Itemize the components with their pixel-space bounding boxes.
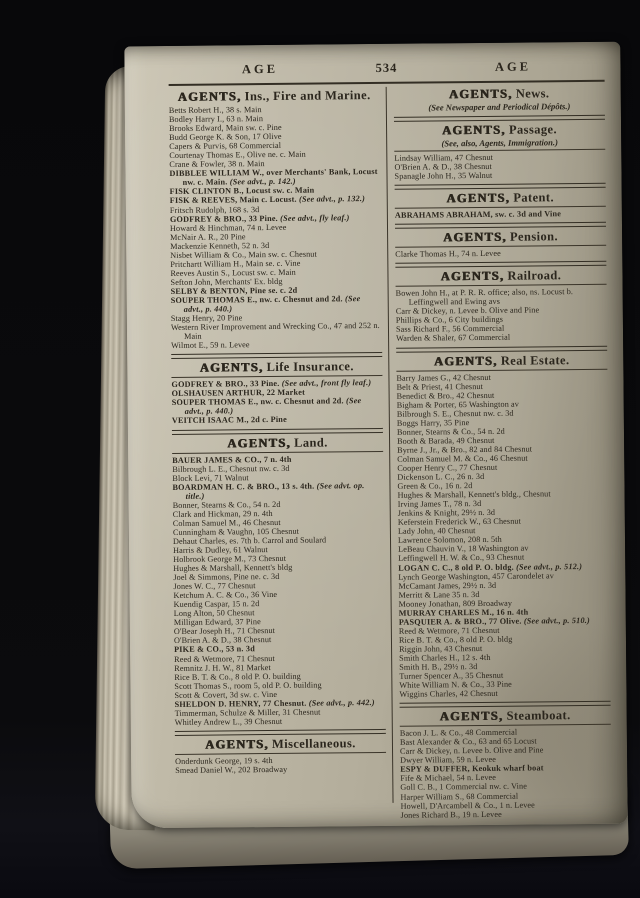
directory-entry: Whitley Andrew L., 39 Chesnut [174, 716, 283, 727]
directory-section [395, 222, 606, 259]
directory-entry: Bonner, Stearns & Co., 54 n. 2d [396, 426, 505, 437]
right-column [386, 85, 612, 820]
section-title-subject: Land. [294, 434, 328, 450]
section-title-agents: AGENTS, [433, 353, 498, 368]
directory-entry: Bilbrough S. E., Chesnut nw. c. 3d [396, 408, 514, 419]
left-column [169, 87, 393, 805]
section-title [394, 86, 605, 102]
directory-entry: Stagg Henry, 20 Pine [170, 313, 243, 324]
directory-entry: Green & Co., 16 n. 2d [397, 481, 473, 491]
directory-entry: Dwyer William, 59 n. Levee [400, 755, 496, 766]
directory-entry: Harris & Dudley, 61 Walnut [173, 545, 268, 555]
directory-entry: SHELDON D. HENRY, 77 Chesnut. (See advt., p. 442.) [174, 697, 375, 709]
section-title-subject: News. [515, 86, 550, 101]
entry-list [395, 209, 606, 220]
directory-entry: LOGAN C. C., 8 old P. O. bldg. (See advt., p. 512.) [398, 561, 583, 573]
entry-list [171, 378, 382, 425]
directory-entry: FISK CLINTON B., Locust sw. c. Main [169, 186, 315, 197]
directory-entry: Goll C. B., 1 Commercial nw. c. Vine [400, 782, 528, 793]
directory-entry: FISK & REEVES, Main c. Locust. (See advt., p. 132.) [169, 194, 366, 206]
directory-entry: Smith Charles H., 12 s. 4th [399, 652, 491, 663]
printed-area [168, 54, 611, 820]
directory-entry: Bacon J. L. & Co., 48 Commercial [399, 727, 518, 738]
directory-entry: Leffingwell H. W. & Co., 93 Chesnut [398, 553, 525, 564]
directory-entry: Carr & Dickey, n. Levee b. Olive and Pine [395, 305, 540, 317]
section-title-agents: AGENTS, [205, 736, 269, 752]
column-container [168, 85, 612, 820]
section-title-agents: AGENTS, [440, 268, 505, 284]
directory-entry: BAUER JAMES & CO., 7 n. 4th [172, 454, 292, 465]
directory-entry: Byrne J., Jr., & Bro., 82 and 84 Chesnut [397, 444, 533, 455]
advert-note: (See advt., p. 510.) [523, 615, 590, 626]
directory-entry: PIKE & CO., 53 n. 3d [174, 644, 255, 655]
directory-entry: Western River Improvement and Wrecking Co., 47 and 252 n. Main [170, 321, 380, 342]
section-title-subject: Ins., Fire and Marine. [244, 88, 371, 104]
directory-entry: Bodley Harry I., 63 n. Main [168, 114, 264, 125]
directory-entry: Timmerman, Schulze & Miller, 31 Chesnut [174, 707, 321, 718]
directory-entry: McCamant James, 29½ n. 3d [398, 580, 497, 591]
directory-entry: OLSHAUSEN ARTHUR, 22 Market [171, 387, 306, 399]
directory-entry: Wiggins Charles, 42 Chesnut [399, 688, 498, 699]
directory-entry: White William N. & Co., 33 Pine [399, 679, 512, 690]
directory-entry: Mackenzie Kenneth, 52 n. 3d [170, 240, 270, 251]
section-title-agents: AGENTS, [199, 360, 264, 375]
directory-entry: Bigham & Porter, 65 Washington av [396, 399, 519, 410]
section-divider [175, 729, 386, 736]
section-title-subject: Steamboat. [506, 708, 571, 723]
directory-entry: Rice B. T. & Co., 8 old P. O. bldg [398, 634, 513, 645]
directory-entry: Dehaut Charles, es. 7th b. Carrol and Soulard [172, 535, 327, 546]
section-title-subject: Patent. [513, 190, 554, 205]
directory-entry: Cooper Henry C., 77 Chesnut [397, 462, 498, 473]
directory-entry: Jones W. C., 77 Chesnut [173, 581, 256, 592]
section-cross-reference-note: (See Newspaper and Periodical Dépôts.) [428, 101, 571, 113]
directory-entry: ESPY & DUFFER, Keokuk wharf boat [400, 763, 544, 775]
directory-entry: Block Levi, 71 Walnut [172, 472, 249, 483]
directory-entry: Colman Samuel M., 46 Chesnut [172, 517, 281, 528]
directory-section [400, 701, 612, 819]
directory-entry: Fife & Michael, 54 n. Levee [400, 773, 497, 784]
directory-entry: Dickenson L. C., 26 n. 3d [397, 471, 485, 482]
directory-entry: Smith H. B., 29½ n. 3d [399, 662, 478, 672]
advert-note: (See advt., p. 142.) [229, 177, 296, 187]
section-divider [395, 222, 606, 229]
directory-entry: Merritt & Lane 35 n. 3d [398, 589, 480, 600]
directory-entry: McNair A. R., 20 Pine [170, 231, 246, 242]
directory-entry: Harper William S., 68 Commercial [400, 791, 519, 802]
page-number: 534 [375, 60, 398, 75]
section-title-subject: Passage. [508, 122, 558, 137]
directory-section [394, 86, 605, 113]
directory-entry: Booth & Barada, 49 Chesnut [397, 435, 495, 446]
directory-entry: Kuendig Caspar, 15 n. 2d [173, 599, 260, 610]
directory-entry: Clark and Hickman, 29 n. 4th [172, 508, 273, 519]
section-title-subject: Real Estate. [500, 352, 570, 368]
section-cross-reference-note: (See, also, Agents, Immigration.) [441, 137, 558, 149]
directory-entry: Pritchartt William H., Main se. c. Vine [170, 258, 301, 269]
directory-entry: Reeves Austin S., Locust sw. c. Main [170, 267, 296, 278]
directory-section [169, 88, 382, 350]
section-title [169, 88, 380, 104]
section-divider [172, 427, 383, 434]
advert-note: (See advt., p. 442.) [308, 697, 375, 708]
directory-entry: O'Brien A. & D., 38 Chesnut [173, 635, 272, 646]
section-divider [394, 115, 605, 122]
entry-list [395, 248, 606, 259]
directory-entry: SELBY & BENTON, Pine se. c. 2d [170, 285, 298, 296]
section-title-subject: Life Insurance. [266, 359, 354, 375]
directory-entry: Joel & Simmons, Pine ne. c. 3d [173, 572, 280, 583]
running-head-left: AGE [241, 61, 279, 76]
directory-entry: Bowen John H., at P. R. R. office; also, ns. Locust b. Leffingwell and Ewing avs [395, 287, 574, 307]
directory-entry: Carr & Dickey, n. Levee b. Olive and Pine [399, 745, 544, 757]
directory-entry: Ketchum A. C. & Co., 36 Vine [173, 590, 278, 601]
directory-entry: GODFREY & BRO., 33 Pine. (See advt., front fly leaf.) [171, 378, 372, 390]
directory-entry: Remnitz J. H. W., 81 Market [174, 662, 271, 673]
directory-entry: SOUPER THOMAS E., nw. c. Chesnut and 2d. (See advt., p. 440.) [171, 396, 362, 417]
directory-entry: MURRAY CHARLES M., 16 n. 4th [398, 607, 529, 618]
directory-entry: Irving James T., 78 n. 3d [397, 499, 482, 509]
section-title [395, 190, 606, 206]
directory-entry: Phillips & Co., 6 City buildings [395, 315, 504, 326]
directory-entry: Barry James G., 42 Chesnut [396, 372, 491, 383]
directory-entry: Onderdunk George, 19 s. 4th [175, 755, 273, 766]
directory-entry: O'Brien A. & D., 38 Chesnut [394, 161, 492, 172]
directory-entry: Howard & Hinchman, 74 n. Levee [169, 222, 287, 233]
directory-section [172, 427, 386, 726]
section-title-agents: AGENTS, [448, 86, 513, 102]
entry-list [169, 104, 382, 350]
directory-entry: Spanagle John H., 35 Walnut [394, 170, 493, 181]
directory-entry: Jenkins & Knight, 29½ n. 3d [397, 508, 496, 519]
entry-list [400, 727, 612, 819]
directory-entry: Boggs Harry, 35 Pine [396, 417, 470, 428]
entry-list [394, 152, 605, 181]
section-title [395, 268, 606, 284]
directory-entry: Clarke Thomas H., 74 n. Levee [395, 248, 501, 259]
section-title-agents: AGENTS, [442, 122, 506, 138]
section-title-agents: AGENTS, [439, 708, 504, 724]
directory-section [171, 352, 383, 425]
advert-note: (See advt., p. 512.) [516, 561, 583, 572]
advert-note: (See advt. op. title.) [185, 480, 365, 501]
directory-entry: Hughes & Marshall, Kennett's bldg [173, 562, 293, 574]
entry-list [396, 371, 610, 699]
section-divider [400, 701, 611, 708]
section-title [172, 434, 383, 450]
directory-entry: Capers & Purvis, 68 Commercial [169, 141, 282, 152]
directory-entry: Scott & Covert, 3d sw. c. Vine [174, 689, 278, 700]
section-title [400, 708, 611, 724]
section-title [394, 122, 605, 138]
directory-entry: Turner Spencer A., 35 Chesnut [399, 670, 504, 681]
directory-entry: DIBBLEE WILLIAM W., over Merchants' Bank, Locust nw. c. Main. (See advt., p. 142.) [169, 167, 378, 188]
section-title [171, 359, 382, 375]
directory-entry: Belt & Priest, 41 Chesnut [396, 381, 483, 392]
directory-entry: Budd George K. & Son, 17 Olive [169, 132, 282, 143]
directory-entry: GODFREY & BRO., 33 Pine. (See advt., fly leaf.) [169, 212, 350, 224]
directory-entry: Hughes & Marshall, Kennett's bldg., Chesnut [397, 489, 551, 500]
section-title-agents: AGENTS, [443, 229, 507, 245]
section-title-agents: AGENTS, [227, 435, 292, 450]
directory-section [395, 183, 606, 220]
directory-entry: Lady John, 40 Chesnut [397, 526, 476, 537]
directory-entry: Smead Daniel W., 202 Broadway [175, 764, 288, 775]
directory-entry: Bilbrough L. E., Chesnut nw. c. 3d [172, 463, 290, 474]
directory-entry: Holbrook George M., 73 Chesnut [173, 553, 287, 564]
section-title [175, 736, 386, 752]
entry-list [172, 453, 386, 726]
directory-entry: Milligan Edward, 37 Pine [173, 617, 261, 628]
directory-entry: Bast Alexander & Co., 63 and 65 Locust [399, 736, 537, 748]
directory-entry: LeBeau Chauvin V., 18 Washington av [398, 543, 529, 555]
section-title [396, 352, 607, 368]
directory-section [175, 729, 386, 775]
directory-entry: Betts Robert H., 38 s. Main [168, 105, 262, 115]
directory-entry: Nisbet William & Co., Main sw. c. Chesnut [170, 249, 317, 260]
running-head [168, 54, 604, 82]
directory-entry: Keferstein Frederick W., 63 Chesnut [397, 516, 521, 528]
section-title-subject: Railroad. [507, 268, 562, 283]
directory-entry: Long Alton, 50 Chesnut [173, 608, 255, 619]
directory-entry: ABRAHAMS ABRAHAM, sw. c. 3d and Vine [394, 209, 562, 220]
advert-note: (See advt., p. 440.) [183, 294, 361, 314]
directory-entry: PASQUIER A. & BRO., 77 Olive. (See advt., p. 510.) [398, 615, 590, 627]
directory-entry: Fritsch Rudolph, 168 s. 3d [169, 204, 260, 215]
directory-entry: SOUPER THOMAS E., nw. c. Chesnut and 2d. (See advt., p. 440.) [170, 294, 361, 314]
directory-section [394, 115, 606, 181]
directory-entry: Scott Thomas S., room 5, old P. O. building [174, 680, 322, 691]
directory-entry: VEITCH ISAAC M., 2d c. Pine [171, 415, 287, 426]
section-title [395, 229, 606, 245]
directory-entry: O'Bear Joseph H., 71 Chesnut [173, 626, 276, 637]
advert-note: (See advt., front fly leaf.) [281, 378, 372, 389]
directory-entry: Reed & Wetmore, 71 Chesnut [174, 653, 275, 664]
directory-entry: Colman Samuel M. & Co., 46 Chesnut [397, 453, 528, 464]
directory-entry: Warden & Shaler, 67 Commercial [396, 333, 511, 344]
section-title-agents: AGENTS, [446, 190, 511, 206]
directory-entry: Sefton John, Merchants' Ex. bldg [170, 276, 283, 287]
directory-entry: Lawrence Solomon, 208 n. 5th [397, 535, 502, 546]
advert-note: (See advt., fly leaf.) [280, 212, 350, 223]
directory-page [124, 42, 627, 829]
directory-entry: Benedict & Bro., 42 Chesnut [396, 390, 495, 401]
section-divider [395, 183, 606, 190]
directory-entry: Courtenay Thomas E., Olive ne. c. Main [169, 149, 306, 161]
directory-entry: Brooks Edward, Main sw. c. Pine [169, 122, 282, 134]
directory-entry: Crane & Fowler, 38 n. Main [169, 159, 265, 170]
directory-entry: Lindsay William, 47 Chesnut [394, 152, 494, 163]
advert-note: (See advt., p. 440.) [184, 396, 362, 417]
directory-entry: BOARDMAN H. C. & BRO., 13 s. 4th. (See advt. op. title.) [172, 480, 365, 501]
section-title-agents: AGENTS, [177, 89, 242, 104]
entry-list [396, 287, 608, 343]
directory-entry: Reed & Wetmore, 71 Chesnut [398, 625, 500, 636]
directory-entry: Riggin John, 43 Chesnut [399, 643, 483, 654]
running-head-right: AGE [494, 58, 532, 74]
directory-section [395, 261, 607, 343]
directory-entry: Lynch George Washington, 457 Carondelet av [398, 570, 554, 582]
advert-note: (See advt., p. 132.) [298, 194, 366, 205]
directory-entry: Wilmot E., 59 n. Levee [171, 340, 250, 351]
directory-entry: Cunningham & Vaughn, 105 Chesnut [172, 526, 300, 537]
directory-entry: Mooney Jonathan, 809 Broadway [398, 598, 513, 609]
directory-entry: Bonner, Stearns & Co., 54 n. 2d [172, 499, 281, 510]
directory-entry: Howell, D'Arcambell & Co., 1 n. Levee [400, 800, 535, 811]
directory-entry: Rice B. T. & Co., 8 old P. O. building [174, 671, 301, 682]
section-title-subject: Pension. [509, 229, 559, 244]
section-divider [171, 352, 382, 359]
section-title-subject: Miscellaneous. [271, 736, 356, 751]
directory-section [396, 345, 610, 699]
section-divider [396, 345, 607, 352]
section-divider [395, 261, 606, 268]
directory-entry: Sass Richard F., 56 Commercial [395, 324, 505, 335]
directory-entry: Jones Richard B., 19 n. Levee [400, 809, 502, 820]
entry-list [175, 755, 386, 775]
